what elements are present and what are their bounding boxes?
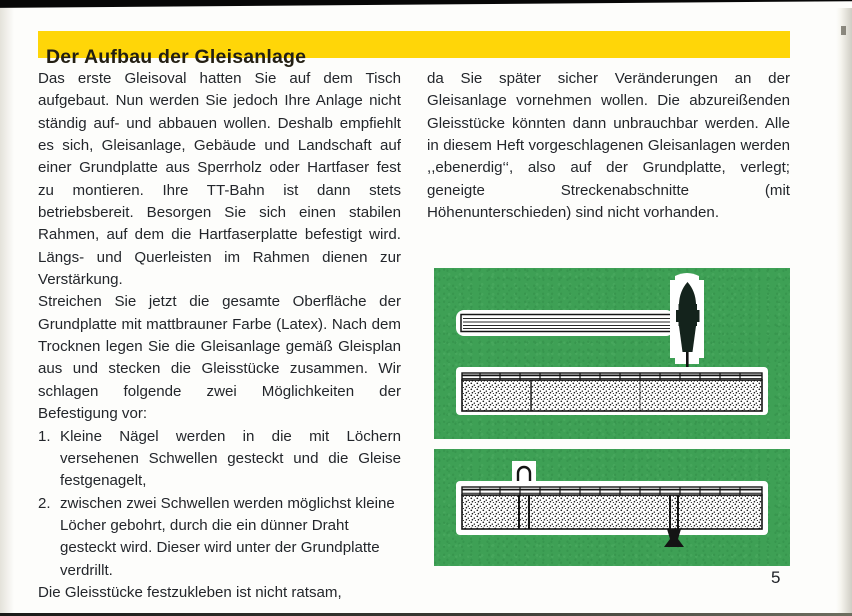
scan-right-edge <box>836 8 852 614</box>
right-text-column <box>427 68 790 224</box>
list-item <box>38 426 401 493</box>
wire-figure-graphic <box>434 449 790 566</box>
wire-fastening-illustration <box>434 449 790 566</box>
paragraph: Streichen Sie jetzt die gesamte Oberfläche der Grundplatte mit mattbrauner Farbe (Latex). Nach dem Trocknen legen Sie die Gleisanlage gemäß Gleisplan aus und stecken die Gleisstücke zusammen. Wir schlagen folgende zwei Möglichkeiten der Befestigung vor: <box>38 293 401 423</box>
page-title: Der Aufbau der Gleisanlage <box>46 46 307 69</box>
paragraph: da Sie später sicher Veränderungen an der Gleisanlage vornehmen wollen. Die abzureißenden Gleisstücke könnten dann unbrauchbar werden. Alle in diesem Heft vorgeschlagenen Gleisanlagen werden ,,ebenerdig‘‘, also auf der Grundplatte, verlegt; geneigte Streckenabschnitte (mit Höhenunterschieden) sind nicht vorhanden. <box>427 70 790 222</box>
list-item-marker: 1. <box>38 427 51 445</box>
scan-right-mark <box>841 26 846 35</box>
scan-left-edge <box>0 8 14 614</box>
list-item-text: Kleine Nägel werden in die mit Löchern versehenen Schwellen gesteckt und die Gleise festgenagelt, <box>60 427 401 490</box>
scan-top-band <box>0 0 852 8</box>
left-text-column <box>38 68 401 604</box>
list-item-text: zwischen zwei Schwellen werden möglichst kleine Löcher gebohrt, durch die ein dünner Draht gesteckt wird. Dieser wird unter der Grundplatte verdrillt. <box>60 494 395 579</box>
list-item-marker: 2. <box>38 494 51 512</box>
page-number: 5 <box>771 568 781 587</box>
nail-fastening-illustration <box>434 268 790 439</box>
paragraph: Das erste Gleisoval hatten Sie auf dem Tisch aufgebaut. Nun werden Sie jedoch Ihre Anlage nicht ständig auf- und abbauen wollen. Deshalb empfiehlt es sich, Gleisanlage, Gebäude und Landschaft auf einer Grundplatte aus Sperrholz oder Hartfaser fest zu montieren. Ihre TT-Bahn ist dann stets betriebsbereit. Besorgen Sie sich einen stabilen Rahmen, auf dem die Hartfaserplatte befestigt wird. Längs- und Querleisten im Rahmen dienen zur Verstärkung. <box>38 70 401 289</box>
list-item <box>38 493 401 582</box>
paragraph: Die Gleisstücke festzukleben ist nicht ratsam, <box>38 583 342 601</box>
nail-figure-graphic <box>434 268 790 439</box>
